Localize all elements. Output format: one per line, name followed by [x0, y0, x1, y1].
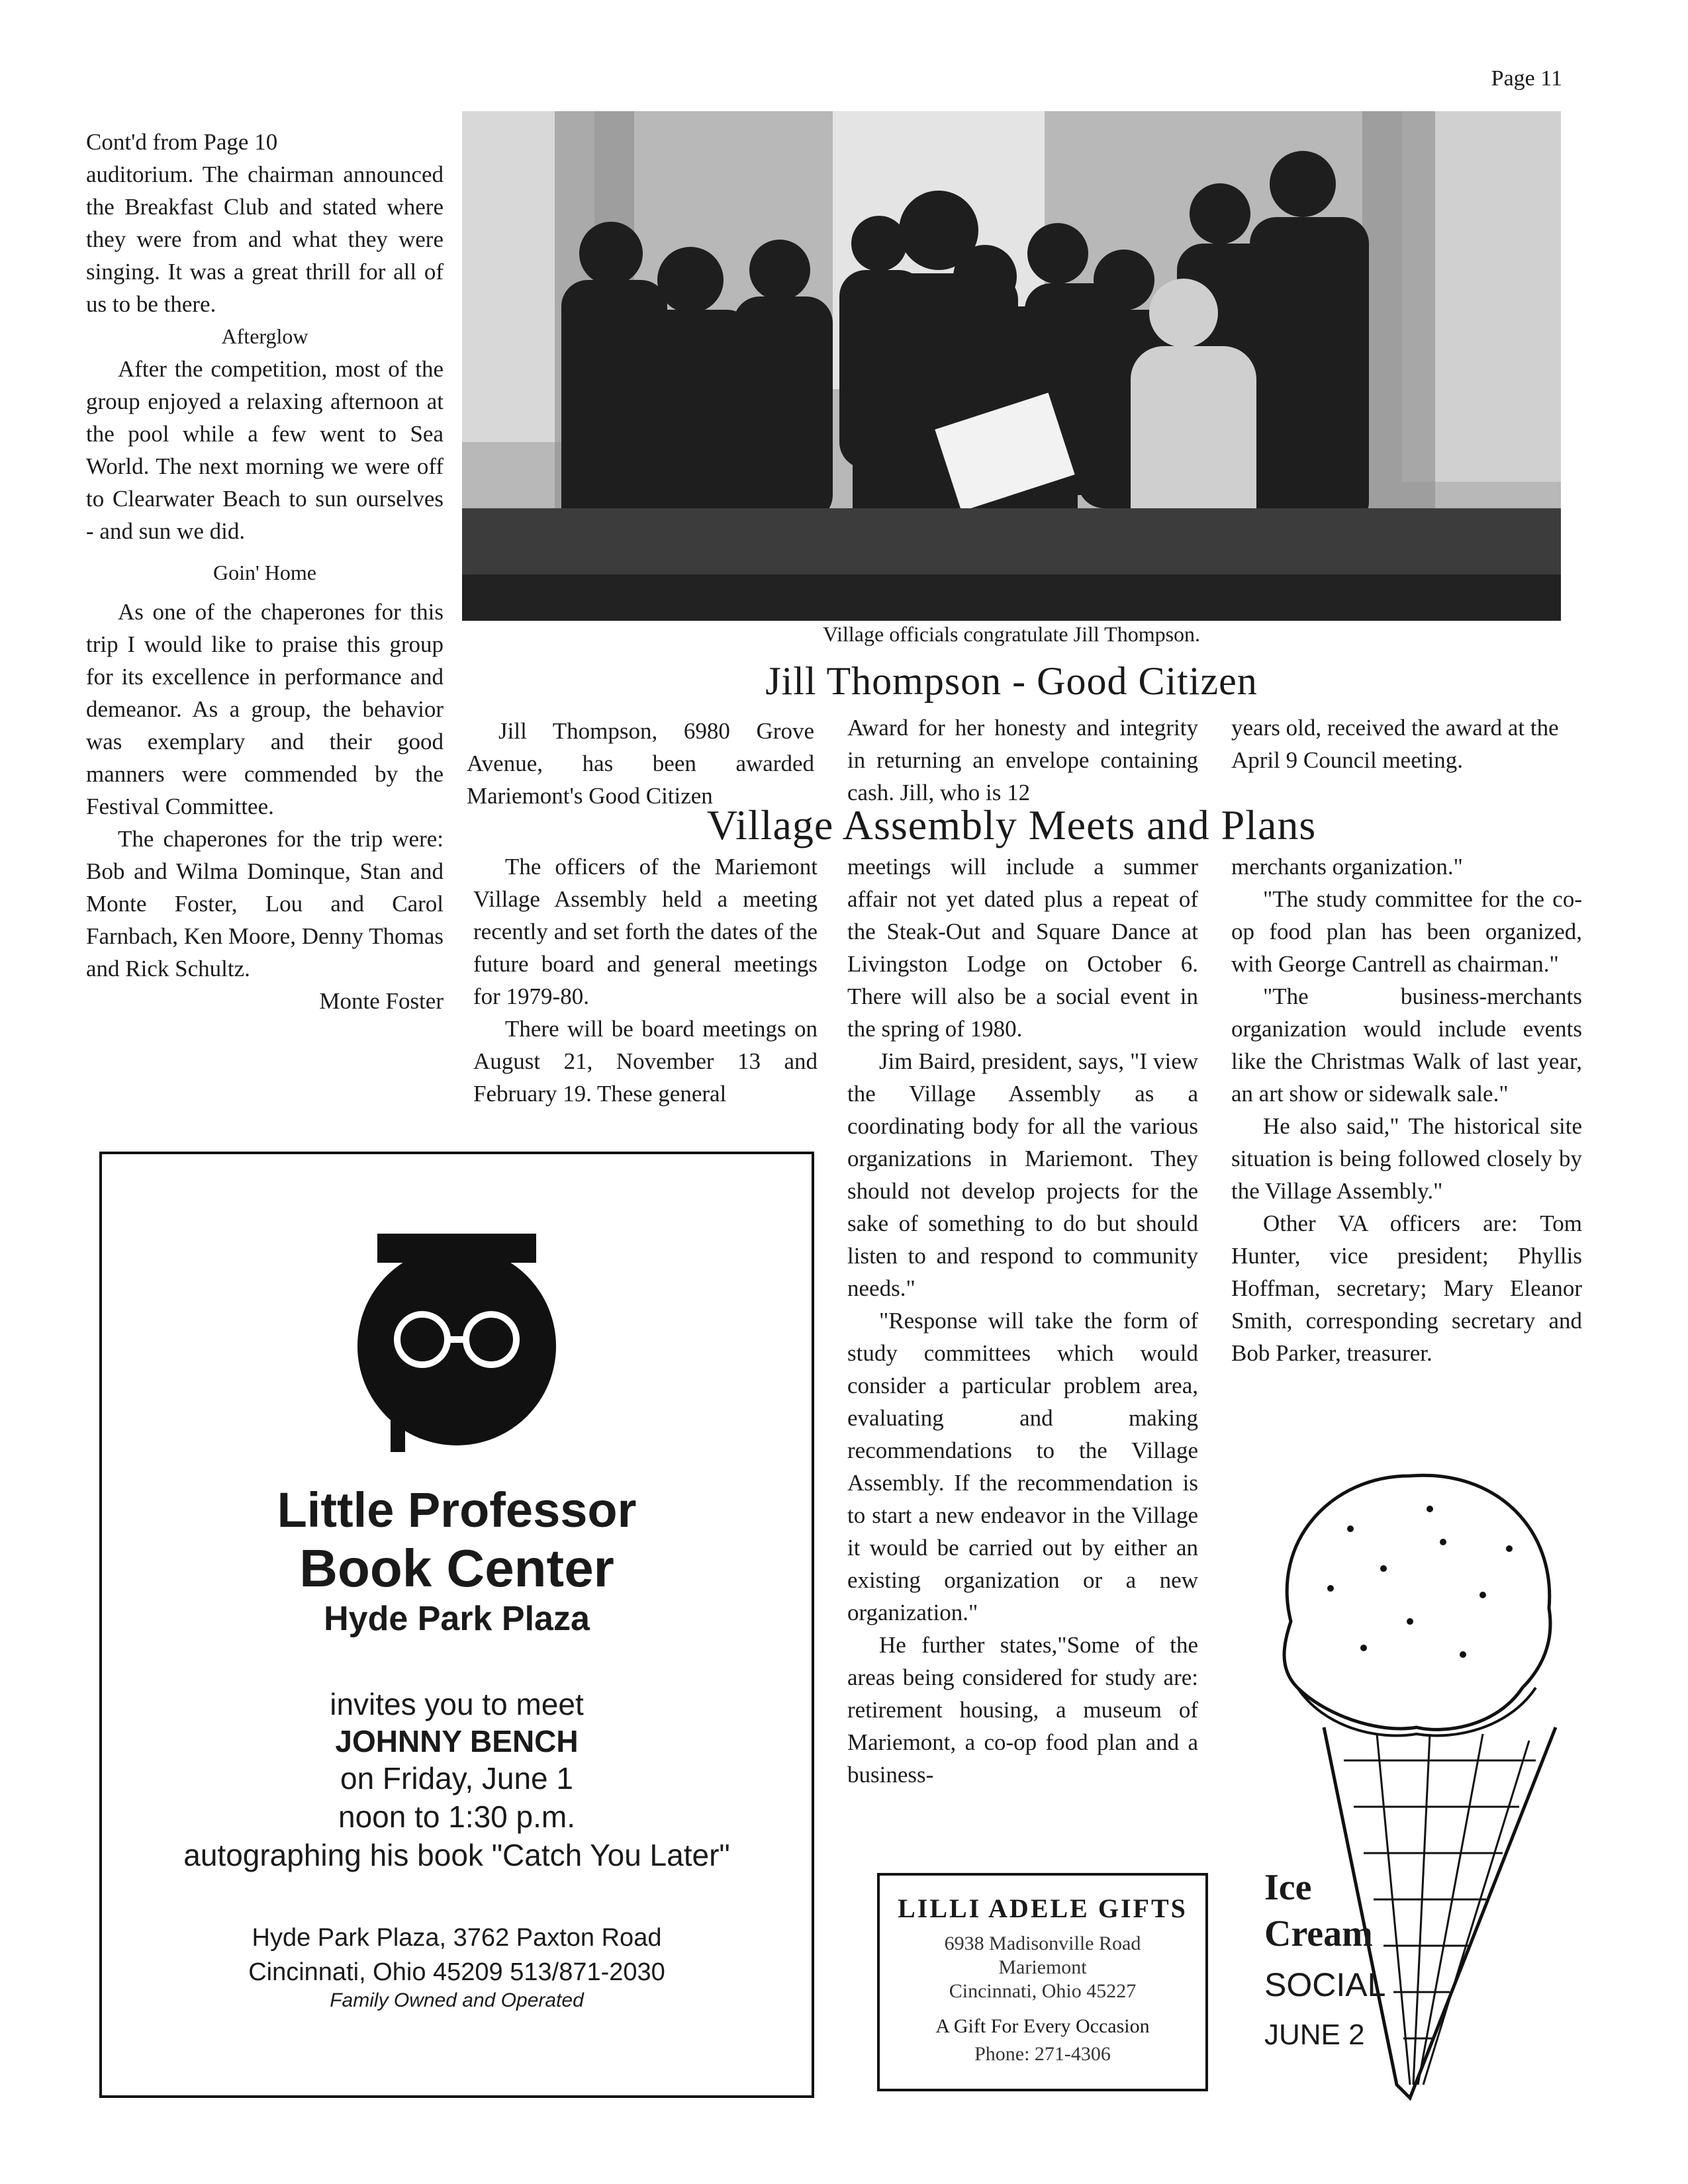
gift-shop-phone: Phone: 271-4306 [974, 2043, 1111, 2065]
article2-column-1 [473, 850, 818, 1110]
ad-address: Hyde Park Plaza, 3762 Paxton Road [252, 1924, 662, 1952]
paragraph: auditorium. The chairman announced the Breakfast Club and stated where they were from and what they were singing. It was a great thrill for all of us to be there. [86, 161, 444, 317]
article2-column-3 [1231, 850, 1582, 1369]
ad-title-line1: Little Professor [277, 1482, 637, 1537]
gift-shop-city: Cincinnati, Ohio 45227 [949, 1980, 1137, 2002]
ad-time: noon to 1:30 p.m. [338, 1799, 576, 1834]
gift-shop-name: LILLI ADELE GIFTS [898, 1893, 1188, 1923]
ice-cream-line1: Ice [1264, 1867, 1312, 1908]
paragraph: He also said," The historical site situation is being followed closely by the Village Assembly." [1231, 1113, 1582, 1204]
paragraph: "Response will take the form of study committees which would consider a particular problem area, evaluating and making recommendations to the Village Assembly. If the recommendation is to start a new endeavor in the Village it would be carried out by either an existing organization or a new organization." [847, 1308, 1198, 1625]
paragraph: "The business-merchants organization would include events like the Christmas Walk of last year, an art show or sidewalk sale." [1231, 983, 1582, 1107]
ice-cream-line2: Cream [1264, 1913, 1373, 1954]
paragraph: There will be board meetings on August 21, November 13 and February 19. These general [473, 1016, 818, 1107]
ice-cream-cone-icon [1244, 1449, 1589, 2111]
ad-location: Hyde Park Plaza [324, 1600, 590, 1638]
paragraph: The officers of the Mariemont Village Assembly held a meeting recently and set forth the dates of the future board and general meetings for 1979-80. [473, 854, 818, 1009]
ice-cream-line3: SOCIAL [1264, 1966, 1386, 2003]
headline-village-assembly: Village Assembly Meets and Plans [706, 801, 1317, 848]
gift-shop-advertisement [877, 1873, 1208, 2091]
bookstore-advertisement [99, 1152, 814, 2098]
paragraph: After the competition, most of the group enjoyed a relaxing afternoon at the pool while a few went to Sea World. The next morning we were off to Clearwater Beach to sun ourselves - and sun we did. [86, 356, 444, 544]
photo-caption: Village officials congratulate Jill Thompson. [822, 622, 1201, 646]
page-number: Page 11 [1491, 66, 1562, 91]
gift-shop-tagline: A Gift For Every Occasion [935, 2015, 1150, 2037]
headline-good-citizen: Jill Thompson - Good Citizen [765, 659, 1258, 703]
gift-shop-street: 6938 Madisonville Road [944, 1933, 1141, 1954]
photo-village-officials [462, 111, 1561, 621]
paragraph: He further states,"Some of the areas being considered for study are: retirement housing, a museum of Mariemont, a co-op food plan and a business- [847, 1632, 1198, 1788]
ad-tagline: Family Owned and Operated [330, 1989, 584, 2011]
gift-shop-town: Mariemont [998, 1956, 1087, 1978]
article1-column-3: years old, received the award at the April 9 Council meeting. [1231, 715, 1559, 773]
paragraph: Other VA officers are: Tom Hunter, vice president; Phyllis Hoffman, secretary; Mary Eleanor Smith, corresponding secretary and Bob Parker, treasurer. [1231, 1210, 1582, 1366]
paragraph: meetings will include a summer affair not yet dated plus a repeat of the Steak-Out and Square Dance at Livingston Lodge on October 6. There will also be a social event in the spring of 1980. [847, 854, 1198, 1042]
article1-column-1: Jill Thompson, 6980 Grove Avenue, has been awarded Mariemont's Good Citizen [467, 718, 814, 809]
signature: Monte Foster [319, 988, 444, 1014]
article1-column-2: Award for her honesty and integrity in returning an envelope containing cash. Jill, who is 12 [847, 715, 1198, 805]
ad-invite: invites you to meet [330, 1687, 584, 1721]
continued-note: Cont'd from Page 10 [86, 129, 278, 155]
left-column [86, 126, 444, 1017]
ad-book: autographing his book "Catch You Later" [183, 1838, 730, 1872]
paragraph: merchants organization." [1231, 854, 1463, 880]
paragraph: Jim Baird, president, says, "I view the Village Assembly as a coordinating body for all the various organizations in Mariemont. They should not develop projects for the sake of something to do but should listen to and respond to community needs." [847, 1048, 1198, 1301]
subhead-goin-home: Goin' Home [213, 561, 316, 584]
article2-column-2 [847, 850, 1198, 1791]
paragraph: "The study committee for the co-op food plan has been organized, with George Cantrell as chairman." [1231, 886, 1582, 977]
professor-logo-icon [338, 1214, 576, 1452]
ice-cream-line4: JUNE 2 [1264, 2019, 1365, 2051]
subhead-afterglow: Afterglow [221, 324, 308, 348]
ad-title-line2: Book Center [299, 1539, 614, 1598]
ad-city-phone: Cincinnati, Ohio 45209 513/871-2030 [248, 1958, 665, 1986]
group-photo-image [462, 111, 1561, 621]
paragraph: As one of the chaperones for this trip I would like to praise this group for its excellence in performance and demeanor. As a group, the behavior was exemplary and their good manners were commended by the Festival Committee. [86, 599, 444, 819]
ad-date: on Friday, June 1 [340, 1761, 573, 1796]
paragraph: The chaperones for the trip were: Bob and Wilma Dominque, Stan and Monte Foster, Lou and Carol Farnbach, Ken Moore, Denny Thomas and Rick Schultz. [86, 826, 444, 981]
ad-guest: JOHNNY BENCH [335, 1724, 579, 1758]
